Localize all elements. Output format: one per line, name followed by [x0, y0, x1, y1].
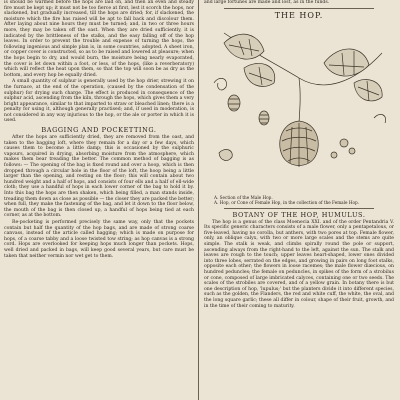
paragraph: A small quantity of sulphur is generally used by the hop drier, strewing it on the furnace, at the end of the operation, (caused by the condensation of the sulphur) for drying such charge. The effect is produced in consequence of the sulphur acid, ascending from the kiln, through the hops, which gives them a very bright appearance, similar to that imparted to straw or bleached linen; there is a penalty for using it, although generally practised; and, if used in moderation, is not considered in any way injurious to the hop, or the ale or porter in which it is used.	[4, 79, 194, 124]
horizontal-rule	[224, 8, 374, 9]
figure-caption	[214, 195, 394, 205]
caption-line: A. Hop, or Cone of Female Hop, in the collection of the Female Hop.	[214, 199, 360, 205]
section-heading: THE HOP.	[274, 10, 324, 20]
caption-line: A. Section of the Male Hop.	[214, 194, 273, 200]
section-heading: BAGGING AND POCKETTING.	[41, 126, 157, 135]
hop-plant-illustration	[204, 23, 394, 193]
hop-engraving	[204, 23, 394, 193]
paragraph: After the hops are sufficiently dried, they are removed from the oast, and taken to the bagging loft, where they remain for a day or a few days, which causes them to become a little damp; this is occasioned by the sulphuric vapours, acquired in drying, absorbing moisture from the atmosphere, which makes them bear treading the better. The common method of bagging is as follows: — The opening of the bag is fixed round and over a hoop, which is then dropped through a circular hole in the floor of the loft, the hoop being a little larger than the opening, and resting on the floor; this will contain about two hundred weight and a half of hops, and consists of four ells and a half of ell-wide cloth; they use a handful of hops in each lower corner of the bag to hold it by. Into this bag the hops are then shaken, which being filled, a man stands inside, treading them down as close as possible — the closer they are packed the better; when full, they make the fastening of the bag, and let it down to the floor below, the mouth of the bag is then closed up, a handful of hops being tied at each corner, as at the bottom.	[4, 135, 194, 219]
paragraph: is should be warmed before the hops are laid on, and then an even and steady fire must be kept up; it must not be too fierce at first, lest it scorch the hops, nor slackened, but gradually increased, till the hops are dried; for, if slackened, the moisture which the fire has raised will be apt to fall back and discolour them. After laying about nine hours they must be turned; and, in two or three hours more, they may be taken off the oast. When they are dried sufficiently, it is indicated by the brittleness of the stalks, and the easy falling off of the hop leaves. In order to prevent the trouble and expense of turning the hops, the following ingenious and simple plan is, in some countries, adopted. A sheet iron, or copper cover is constructed, so as to be raised and lowered at pleasure; when the hops begin to dry, and would burn, the moisture being nearly evaporated, the cover is let down within a foot, or less, of the hops, (like a reverberatory) which will reflect the heat upon them, so that the top will soon be as dry as the bottom, and every hop be equally dried.	[4, 0, 194, 78]
horizontal-rule	[224, 208, 374, 209]
section-heading: BOTANY OF THE HOP, HUMULUS.	[232, 210, 366, 219]
paragraph: The hop is a genus of the class Moenecia XXI. and of the order Pentandria V. Its specific generic characters consists of a male flower, only a pentapetalous, or five-leaved, having no corolla, but anthers, with two pores at top. Female flower, only, an oblique calyx, with two or more large scales and the stems are quite simple. The stalk is weak, and climbs spirally round the pole or support, ascending always from the right-hand to the left, against the sun. The stalk and leaves are rough to the touch; upper leaves heart-shaped, lower ones divided into three lobes, serrated on the edges, and growing in pairs on long foot stalks, opposite each other; the flowers in loose racemes; the male flower diæcious, on hundred peduncles; the female on peduncles, in spikes of the form of a strobilus or cone, composed of large imbricated calyces, containing one or two seeds. The scales of the strobiles are covered, and of a yellow grain. In botany there is but one description of hop, 'lupulus;' but the planters divide it into different species, such as the golden, the Flanders, the red and white cuff, the white, the oval, and the long square garlic; these all differ in colour, shape of their fruit, growth, and in the time of their coming to maturity.	[204, 219, 394, 309]
paragraph: and large fortunes are made and lost, as in the funds.	[204, 0, 330, 5]
right-column	[204, 0, 394, 400]
column-divider	[198, 0, 199, 400]
left-column	[4, 0, 194, 400]
paragraph: Re-pocketing is performed precisely the same way, only that the pockets contain but half the quantity of the hop bags, and are made of strong coarse canvass, instead of the article called hagging; which is made on purpose for hops, of a coarse tabby and a loose twisted tow string; as hop canvas is a strong cord. Hops are overlooked for keeping hops much longer than pockets. Hops, well dried and packed in bags, will keep good several years, but care must be taken that neither vermin nor wet get to them.	[4, 219, 194, 259]
